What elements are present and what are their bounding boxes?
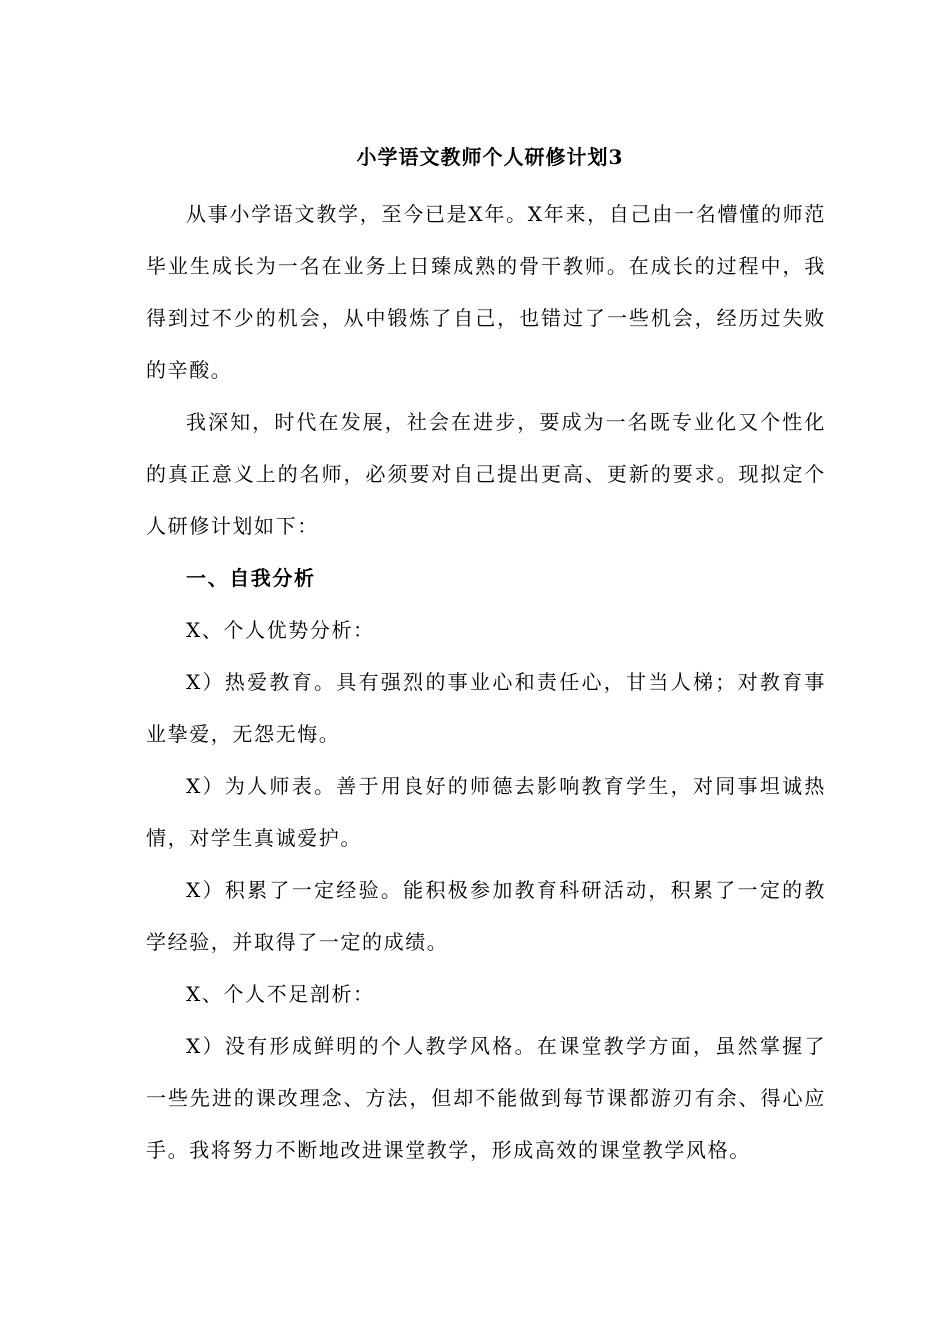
document-title: 小学语文教师个人研修计划3 <box>356 145 624 169</box>
weakness-item: X）没有形成鲜明的个人教学风格。在课堂教学方面，虽然掌握了一些先进的课改理念、方法，但却不能做到每节课都游刃有余、得心应手。我将努力不断地改进课堂教学，形成高效的课堂教学风格。 <box>146 1034 826 1162</box>
section-heading-self-analysis: 一、自我分析 <box>186 566 316 590</box>
intro-paragraph: 从事小学语文教学，至今已是X年。X年来，自己由一名懵懂的师范毕业生成长为一名在业务上日臻成熟的骨干教师。在成长的过程中，我得到过不少的机会，从中锻炼了自己，也错过了一些机会，经历过失败的辛酸。 <box>146 202 826 382</box>
strength-item: X）为人师表。善于用良好的师德去影响教育学生，对同事坦诚热情，对学生真诚爱护。 <box>146 774 826 850</box>
document-body <box>146 140 826 1176</box>
plan-paragraph: 我深知，时代在发展，社会在进步，要成为一名既专业化又个性化的真正意义上的名师，必须要对自己提出更高、更新的要求。现拟定个人研修计划如下： <box>146 410 826 538</box>
strengths-label: X、个人优势分析： <box>186 618 375 642</box>
strength-item: X）热爱教育。具有强烈的事业心和责任心，甘当人梯；对教育事业挚爱，无怨无悔。 <box>146 670 826 746</box>
strength-item: X）积累了一定经验。能积极参加教育科研活动，积累了一定的教学经验，并取得了一定的成绩。 <box>146 878 826 954</box>
weaknesses-label: X、个人不足剖析： <box>186 982 375 1006</box>
